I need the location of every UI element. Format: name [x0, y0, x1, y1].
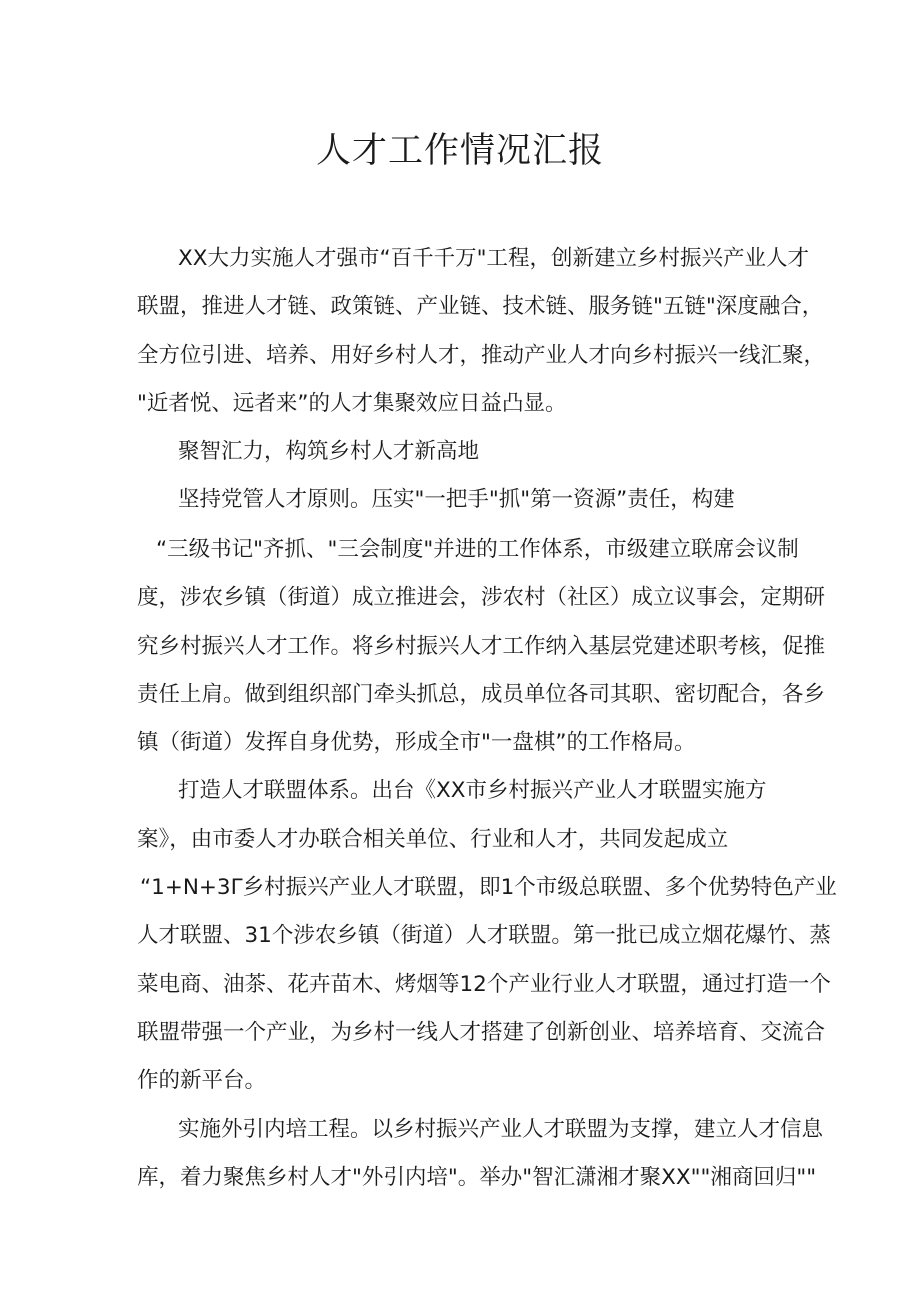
section-heading: 聚智汇力，构筑乡村人才新高地 — [178, 439, 480, 464]
paragraph-line: 度，涉农乡镇（街道）成立推进会，涉农村（社区）成立议事会，定期研 — [137, 585, 826, 610]
paragraph-line: 联盟，推进人才链、政策链、产业链、技术链、服务链"五链"深度融合， — [137, 294, 824, 319]
paragraph-line: 镇（街道）发挥自身优势，形成全市"一盘棋”的工作格局。 — [137, 730, 696, 755]
paragraph-line: 作的新平台。 — [137, 1068, 267, 1093]
paragraph-line: 坚持党管人才原则。压实"一把手"抓"第一资源”责任，构建 — [178, 487, 735, 512]
paragraph-line: “1+N+3Γ乡村振兴产业人才联盟，即1个市级总联盟、多个优势特色产业 — [140, 875, 837, 900]
paragraph-line: XX大力实施人才强市“百千千万"工程，创新建立乡村振兴产业人才 — [178, 246, 809, 271]
paragraph-line: 联盟带强一个产业，为乡村一线人才搭建了创新创业、培养培育、交流合 — [137, 1020, 826, 1045]
paragraph-line: 究乡村振兴人才工作。将乡村振兴人才工作纳入基层党建述职考核，促推 — [137, 634, 826, 659]
paragraph-line: 实施外引内培工程。以乡村振兴产业人才联盟为支撑，建立人才信息 — [178, 1117, 824, 1142]
paragraph-line: 菜电商、油茶、花卉苗木、烤烟等12个产业行业人才联盟，通过打造一个 — [137, 972, 831, 997]
paragraph-line: 库，着力聚焦乡村人才"外引内培"。举办"智汇潇湘才聚XX""湘商回归"" — [137, 1165, 817, 1190]
paragraph-line: 责任上肩。做到组织部门牵头抓总，成员单位各司其职、密切配合，各乡 — [137, 682, 826, 707]
document-title: 人才工作情况汇报 — [315, 131, 604, 171]
paragraph-line: 打造人才联盟体系。出台《XX市乡村振兴产业人才联盟实施方 — [178, 778, 767, 803]
paragraph-line: "近者悦、远者来”的人才集聚效应日益凸显。 — [137, 391, 567, 416]
paragraph-line: 案》，由市委人才办联合相关单位、行业和人才，共同发起成立 — [137, 827, 729, 852]
paragraph-line: 全方位引进、培养、用好乡村人才，推动产业人才向乡村振兴一线汇聚， — [137, 343, 826, 368]
paragraph-line: “三级书记"齐抓、"三会制度"并进的工作体系，市级建立联席会议制 — [156, 537, 799, 562]
paragraph-line: 人才联盟、31个涉农乡镇（街道）人才联盟。第一批已成立烟花爆竹、蒸 — [137, 923, 831, 948]
